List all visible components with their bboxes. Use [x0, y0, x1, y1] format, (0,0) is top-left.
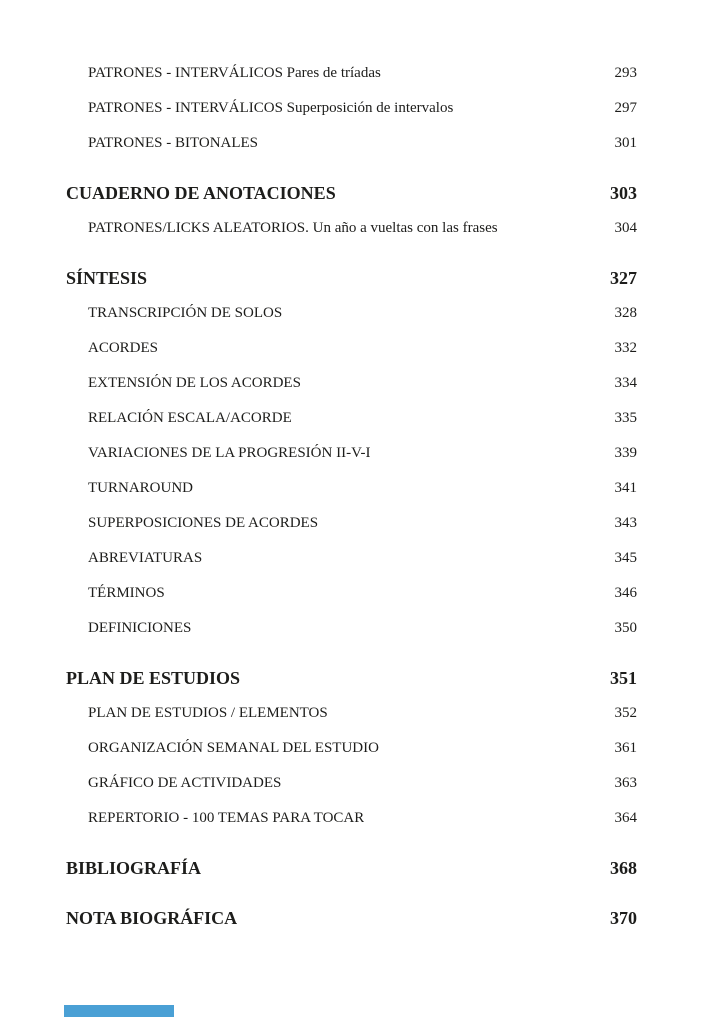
toc-entry-page: 332 [614, 340, 637, 356]
toc-entry-label: NOTA BIOGRÁFICA [66, 908, 238, 928]
toc-entry-page: 364 [614, 810, 637, 826]
toc-entry-label: DEFINICIONES [88, 620, 192, 636]
toc-entry-label: RELACIÓN ESCALA/ACORDE [88, 410, 292, 426]
toc-entry-label: SÍNTESIS [66, 268, 148, 288]
toc-entry [66, 479, 637, 497]
toc-entry-page: 339 [614, 445, 637, 461]
toc-entry-label: ORGANIZACIÓN SEMANAL DEL ESTUDIO [88, 740, 379, 756]
toc-list [66, 64, 637, 944]
toc-entry-label: SUPERPOSICIONES DE ACORDES [88, 515, 319, 531]
toc-entry-page: 346 [614, 585, 637, 601]
toc-entry-label: TÉRMINOS [88, 585, 165, 601]
toc-entry [66, 809, 637, 827]
toc-entry-page: 293 [614, 65, 637, 81]
toc-entry [66, 739, 637, 757]
toc-entry-heading [66, 856, 637, 880]
toc-entry-label: TRANSCRIPCIÓN DE SOLOS [88, 305, 283, 321]
toc-entry-page: 341 [614, 480, 637, 496]
toc-entry-page: 363 [614, 775, 637, 791]
toc-entry-page: 303 [610, 183, 637, 203]
toc-entry-page: 304 [614, 220, 637, 236]
toc-entry-page: 361 [614, 740, 637, 756]
toc-entry-label: TURNAROUND [88, 480, 193, 496]
toc-entry-label: CUADERNO DE ANOTACIONES [66, 183, 336, 203]
toc-entry [66, 374, 637, 392]
toc-entry-label: VARIACIONES DE LA PROGRESIÓN II-V-I [88, 445, 371, 461]
toc-entry-heading [66, 181, 637, 205]
toc-entry [66, 409, 637, 427]
toc-entry-label: ACORDES [88, 340, 159, 356]
toc-entry-page: 345 [614, 550, 637, 566]
toc-entry-label: REPERTORIO - 100 TEMAS PARA TOCAR [88, 810, 365, 826]
toc-entry [66, 619, 637, 637]
toc-entry-page: 343 [614, 515, 637, 531]
toc-entry [66, 444, 637, 462]
toc-entry-label: PLAN DE ESTUDIOS / ELEMENTOS [88, 705, 328, 721]
toc-entry-label: PLAN DE ESTUDIOS [66, 668, 241, 688]
toc-entry-label: PATRONES - INTERVÁLICOS Pares de tríadas [88, 65, 381, 81]
toc-entry [66, 514, 637, 532]
toc-entry-page: 351 [610, 668, 637, 688]
toc-entry-label: PATRONES - BITONALES [88, 135, 259, 151]
bottom-blue-bar [64, 1005, 174, 1017]
toc-entry [66, 704, 637, 722]
toc-entry [66, 339, 637, 357]
toc-entry-label: GRÁFICO DE ACTIVIDADES [88, 775, 282, 791]
toc-entry-page: 297 [614, 100, 637, 116]
toc-entry [66, 64, 637, 82]
toc-entry [66, 134, 637, 152]
toc-entry [66, 219, 637, 237]
toc-entry-label: BIBLIOGRAFÍA [66, 858, 202, 878]
toc-entry-label: PATRONES - INTERVÁLICOS Superposición de intervalos [88, 100, 454, 116]
toc-entry-label: ABREVIATURAS [88, 550, 203, 566]
toc-entry [66, 774, 637, 792]
toc-entry [66, 549, 637, 567]
toc-entry-label: EXTENSIÓN DE LOS ACORDES [88, 375, 301, 391]
toc-entry [66, 304, 637, 322]
toc-entry-page: 334 [614, 375, 637, 391]
toc-entry-page: 301 [614, 135, 637, 151]
toc-entry-label: PATRONES/LICKS ALEATORIOS. Un año a vueltas con las frases [88, 220, 498, 236]
toc-entry-page: 328 [614, 305, 637, 321]
toc-entry [66, 584, 637, 602]
toc-entry-page: 352 [614, 705, 637, 721]
toc-entry-heading [66, 906, 637, 930]
toc-entry-heading [66, 666, 637, 690]
toc-entry-heading [66, 266, 637, 290]
toc-entry-page: 368 [610, 858, 637, 878]
toc-entry-page: 327 [610, 268, 637, 288]
toc-entry-page: 335 [614, 410, 637, 426]
toc-entry [66, 99, 637, 117]
toc-entry-page: 370 [610, 908, 637, 928]
toc-entry-page: 350 [614, 620, 637, 636]
